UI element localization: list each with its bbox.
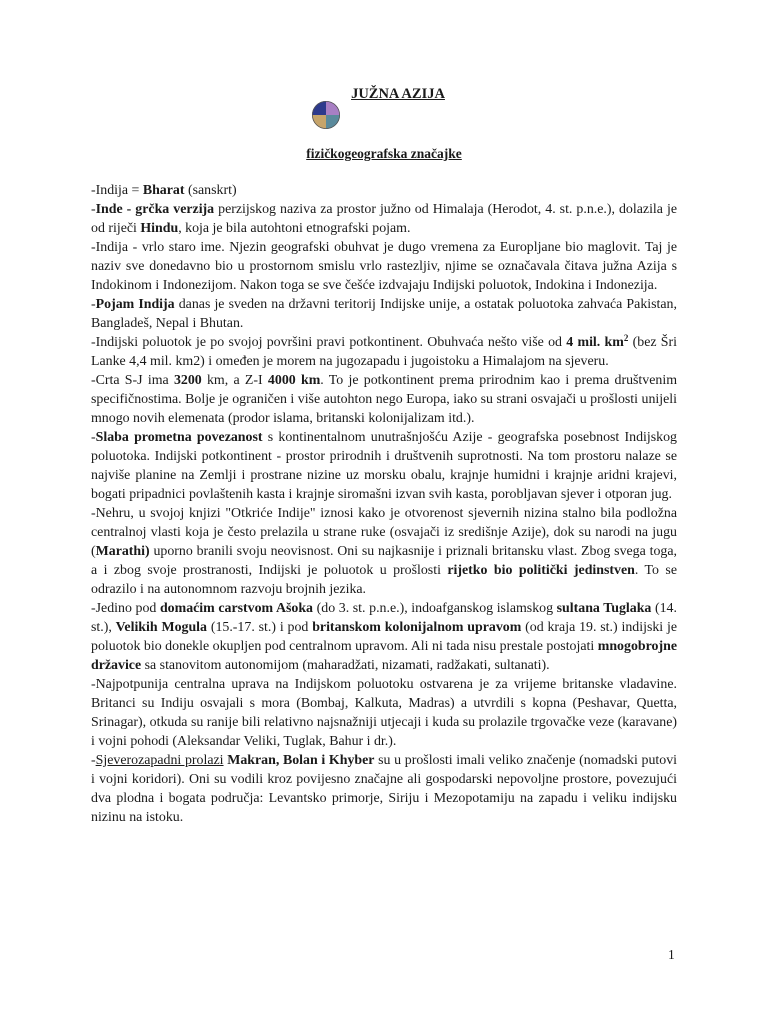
text-run: . To je potkontinent prema prirodnim kao i prema društvenim specifičnostima. Bolje je ograničen i više autohton nego Europa, iako su strani osvajači u prošlosti unijeli mnogo novih elemenata (prodor islama, britanski kolonijalizam itd.).: [91, 373, 678, 426]
text-run: 3200: [173, 373, 202, 388]
text-run: -: [91, 753, 96, 768]
text-run: -Indija - vrlo staro ime. Njezin geografski obuhvat je dugo vremena za Europljane bio maglovit. Taj je naziv sve donedavno bio u prostornom smislu vrlo rastezljiv, njime se označavala čitava južna Azija s Indokinom i Indonezijom. Nakon toga se sve češće izdvajaju Indijski poluotok, Indokina i Indonezija.: [91, 240, 677, 293]
text-run: (od kraja 19. st.) indijski je poluotok bio donekle okupljen pod centralnom upravom. Ali ni tada nisu prestale postojati: [91, 620, 678, 654]
text-run: 2: [623, 333, 629, 343]
text-run: (15.-17. st.) i pod: [206, 620, 313, 635]
text-run: sa stanovitom autonomijom (maharadžati, nizamati, radžakati, sultanati).: [141, 658, 550, 673]
text-run: -: [91, 202, 96, 217]
text-run: . To se odrazilo i na autonomnom razvoju brojnih jezika.: [91, 563, 678, 597]
text-run: Inde - grčka verzija: [95, 202, 215, 217]
logo-pie-icon: [312, 101, 340, 129]
text-run: 4000 km: [267, 373, 321, 388]
text-run: -Crta S-J ima: [91, 373, 174, 388]
paragraph: [91, 599, 677, 675]
text-run: -Jedino pod: [91, 601, 160, 616]
text-run: -: [91, 430, 96, 445]
text-run: Slaba prometna povezanost: [95, 430, 263, 445]
text-run: Marathi): [95, 544, 150, 559]
paragraph: [91, 333, 677, 371]
text-run: -Nehru, u svojoj knjizi "Otkriće Indije" iznosi kako je otvorenost sjevernih nizina stalno bila podložna centralnoj vlasti koja je često prelazila u strane ruke (osvajači iz središnje Azije), dok su narodi na jugu (: [91, 506, 677, 559]
text-run: -Indija =: [91, 183, 143, 198]
page-title: JUŽNA AZIJA: [351, 86, 445, 102]
paragraph: [91, 751, 677, 827]
text-run: (sanskrt): [184, 183, 237, 198]
text-run: -Najpotpunija centralna uprava na Indijskom poluotoku ostvarena je za vrijeme britanske vladavine. Britanci su Indiju osvajali s mora (Bombaj, Kalkuta, Madras) a utvrdili s kopna (Peshavar, Quetta, Srinagar), otkuda su ranije bili relativno najsnažniji utjecaji i kuda su prolazile trgovačke veze (karavane) i vojni pohodi (Aleksandar Veliki, Tuglak, Bahur i dr.).: [91, 677, 677, 749]
text-run: 4 mil. km: [566, 335, 624, 350]
text-run: sultana Tuglaka: [556, 601, 652, 616]
text-run: (bez Šri Lanke 4,4 mil. km2) i omeđen je morem na jugozapadu i jugoistoku a Himalajom na sjeveru.: [91, 335, 678, 369]
paragraph: [91, 428, 677, 504]
text-run: Bharat: [142, 183, 185, 198]
paragraph: [91, 238, 677, 295]
paragraph: [91, 371, 677, 428]
text-run: Pojam Indija: [95, 297, 175, 312]
text-run: (14. st.),: [91, 601, 677, 635]
text-run: (do 3. st. p.n.e.), indoafganskog islamskog: [313, 601, 557, 616]
paragraph: [91, 200, 677, 238]
text-run: su u prošlosti imali veliko značenje (nomadski putovi i vojni koridori). Oni su vodili kroz povijesno značajne ali gospodarski nepovoljne prostore, povezujući dva plodna i bogata područja: Levantsko primorje, Siriju i Mezopotamiju na zapadu i veliku indijsku nizinu na istoku.: [91, 753, 677, 825]
paragraph: [91, 504, 677, 599]
text-run: domaćim carstvom Ašoka: [159, 601, 314, 616]
text-run: s kontinentalnom unutrašnjošću Azije - geografska posebnost Indijskog poluotoka. Indijski potkontinent - prostor prirodnih i društvenih suprotnosti. Na tom prostoru nalaze se najviše planine na Zemlji i prostrane nizine uz morsku obalu, krajnje humidni i krajnje aridni krajevi, bogati pripadnici povlaštenih kasta i krajnje siromašni izvan svih kasta, porobljavan sjever i otporan jug.: [91, 430, 678, 502]
text-run: Hindu: [140, 221, 179, 236]
text-run: rijetko bio politički jedinstven: [447, 563, 635, 578]
text-run: Sjeverozapadni prolazi: [95, 753, 224, 768]
text-run: danas je sveden na državni teritorij Indijske unije, a ostatak poluotoka zahvaća Pakistan, Bangladeš, Nepal i Bhutan.: [91, 297, 677, 331]
body-text: [91, 181, 677, 827]
text-run: Makran, Bolan i Khyber: [227, 753, 375, 768]
text-run: uporno branili svoju neovisnost. Oni su najkasnije i priznali britansku vlast. Zbog svega toga, a i zbog svoje prostranosti, Indijski je poluotok u prošlosti: [91, 544, 677, 578]
text-run: -: [91, 297, 96, 312]
paragraph: [91, 675, 677, 751]
text-run: Velikih Mogula: [115, 620, 207, 635]
paragraph: [91, 181, 677, 200]
text-run: britanskom kolonijalnom upravom: [312, 620, 522, 635]
text-run: , koja je bila autohtoni etnografski pojam.: [178, 221, 411, 236]
text-run: mnogobrojne državice: [91, 639, 677, 673]
paragraph: [91, 295, 677, 333]
page-number: 1: [668, 947, 675, 962]
text-run: perzijskog naziva za prostor južno od Himalaja (Herodot, 4. st. p.n.e.), dolazila je od riječi: [91, 202, 677, 236]
text-run: -Indijski poluotok je po svojoj površini pravi potkontinent. Obuhvaća nešto više od: [91, 335, 567, 350]
subtitle: fizičkogeografska značajke: [306, 146, 462, 161]
text-run: km, a Z-I: [201, 373, 268, 388]
